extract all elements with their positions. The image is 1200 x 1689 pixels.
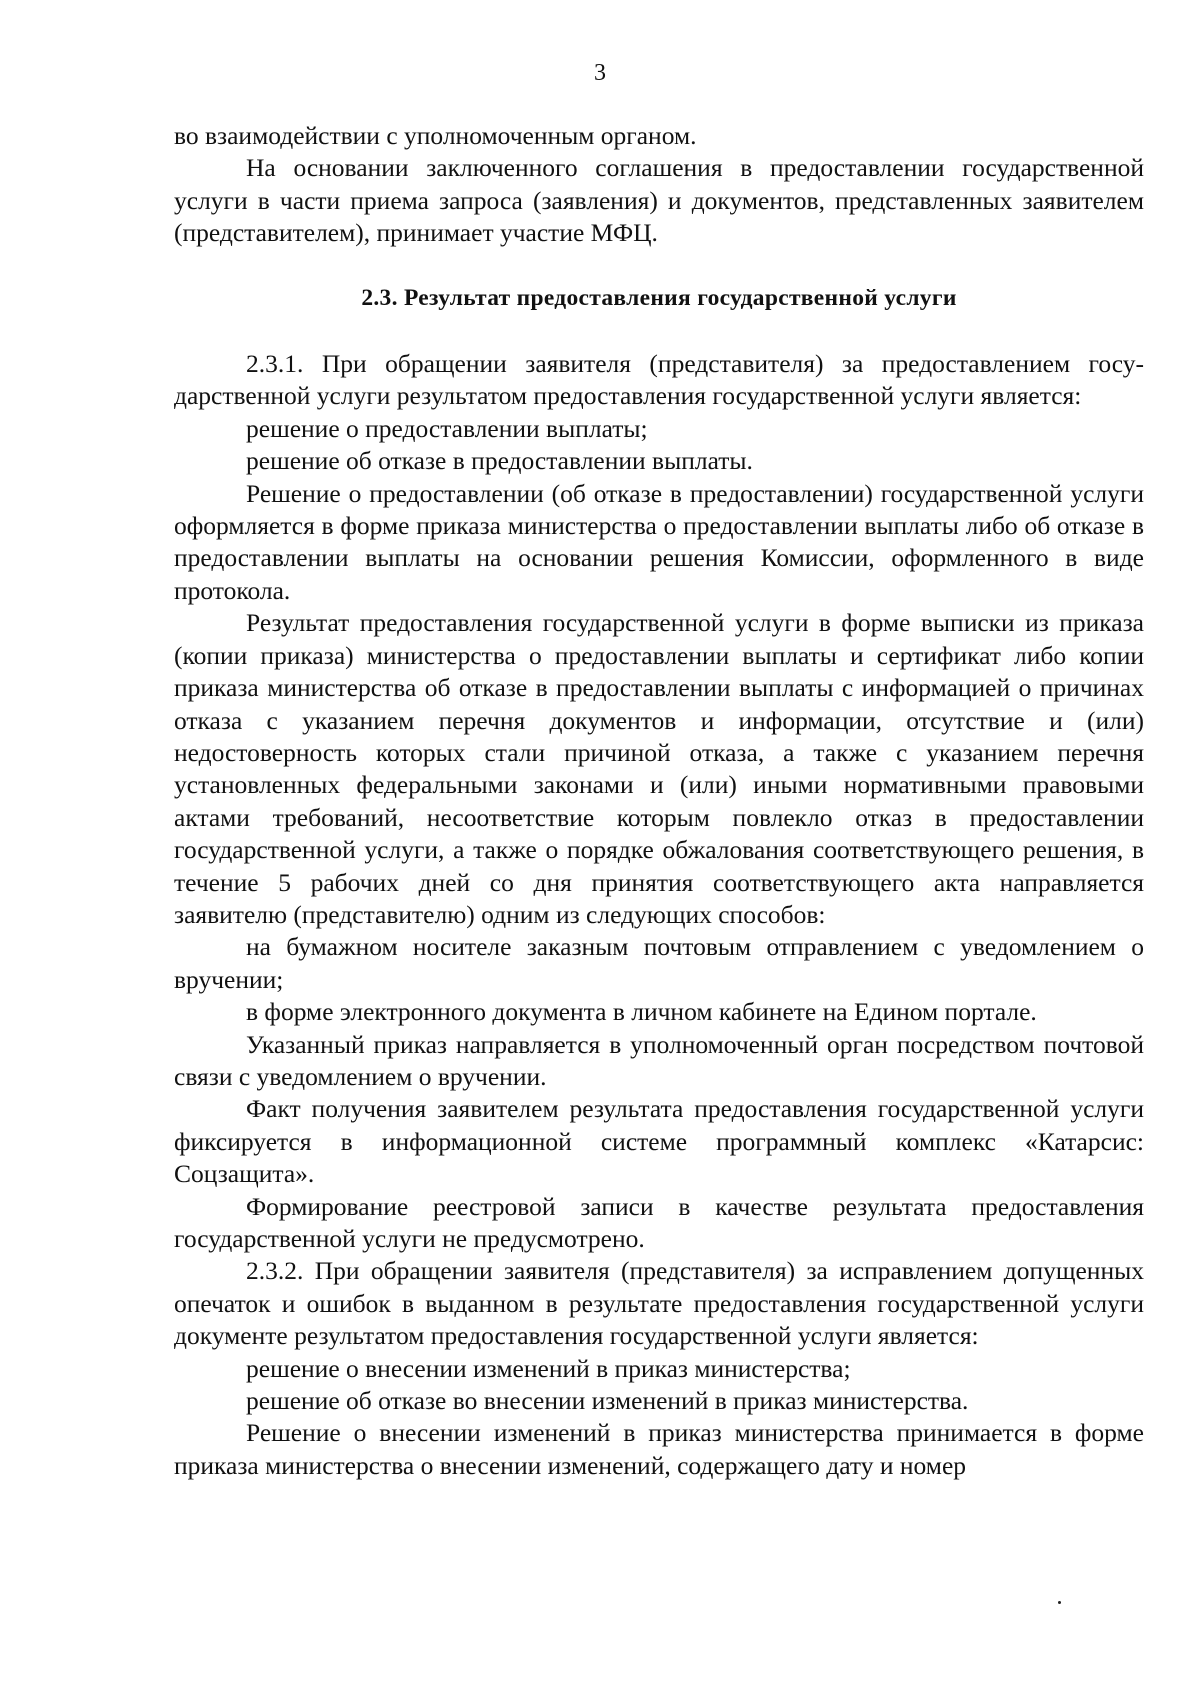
paragraph: Решение о предоставлении (об отказе в предоставлении) государственной услуги оформляется в форме приказа министерства о предоставлении выплаты либо об отказе в предоставлении выплаты на основании решения Комиссии, оформленного в виде протокола. [174,478,1144,605]
paragraph: Решение о внесении изменений в приказ министерства принимается в форме приказа министерства о внесении изменений, содержащего дату и номер [174,1418,1144,1480]
page-number: 3 [594,60,606,86]
paragraph: Результат предоставления государственной услуги в форме выписки из приказа (копии приказа) министерства о предоставлении выплаты и сертификат либо копии приказа министерства об отказе в предоставлении выплаты с информацией о причинах отказа с указанием перечня документов и информации, отсутствие и (или) недостоверность которых стали причиной отказа, а также с указанием перечня установленных федеральными законами и (или) иными нормативными правовыми актами требований, несоответствие которым повлекло отказ в предоставлении государственной услуги, а также о порядке обжалования соответствующего решения, в течение 5 рабочих дней со дня принятия соответствующего акта направляется заявителю (представителю) одним из следующих способов: [174,608,1144,929]
list-item: решение об отказе во внесении изменений в приказ министерства. [246,1386,969,1416]
paragraph: 2.3.2. При обращении заявителя (представителя) за исправлением допущенных опечаток и ошибок в выданном в результате предоставления государственной услуги документе результатом предоставления государственной услуги является: [174,1256,1144,1351]
list-item: решение о внесении изменений в приказ министерства; [246,1353,851,1383]
paragraph: Формирование реестровой записи в качестве результата предоставления государственной услуги не предусмотрено. [174,1191,1144,1253]
paragraph: во взаимодействии с уполномоченным органом. [174,121,697,150]
list-item: решение о предоставлении выплаты; [246,413,648,443]
list-item: на бумажном носителе заказным почтовым отправлением с уведомлением о вручении; [174,932,1144,994]
paragraph: Указанный приказ направляется в уполномоченный орган посредством почтовой связи с уведомлением о вручении. [174,1029,1144,1091]
list-item: в форме электронного документа в личном кабинете на Едином портале. [246,997,1037,1027]
paragraph: 2.3.1. При обращении заявителя (представителя) за предоставлением государственной услуги результатом предоставления государственной услуги является: [174,349,1144,411]
paragraph: На основании заключенного соглашения в предоставлении государственной услуги в части приема запроса (заявления) и документов, представленных заявителем (представителем), принимает участие МФЦ. [174,153,1144,248]
list-item: решение об отказе в предоставлении выплаты. [246,446,753,476]
scan-speck [1058,1601,1061,1604]
section-heading: 2.3. Результат предоставления государственной услуги [361,284,957,311]
paragraph: Факт получения заявителем результата предоставления государственной услуги фиксируется в информационной системе программный комплекс «Катарсис: Соцзащита». [174,1094,1144,1189]
document-body [174,120,1144,1482]
